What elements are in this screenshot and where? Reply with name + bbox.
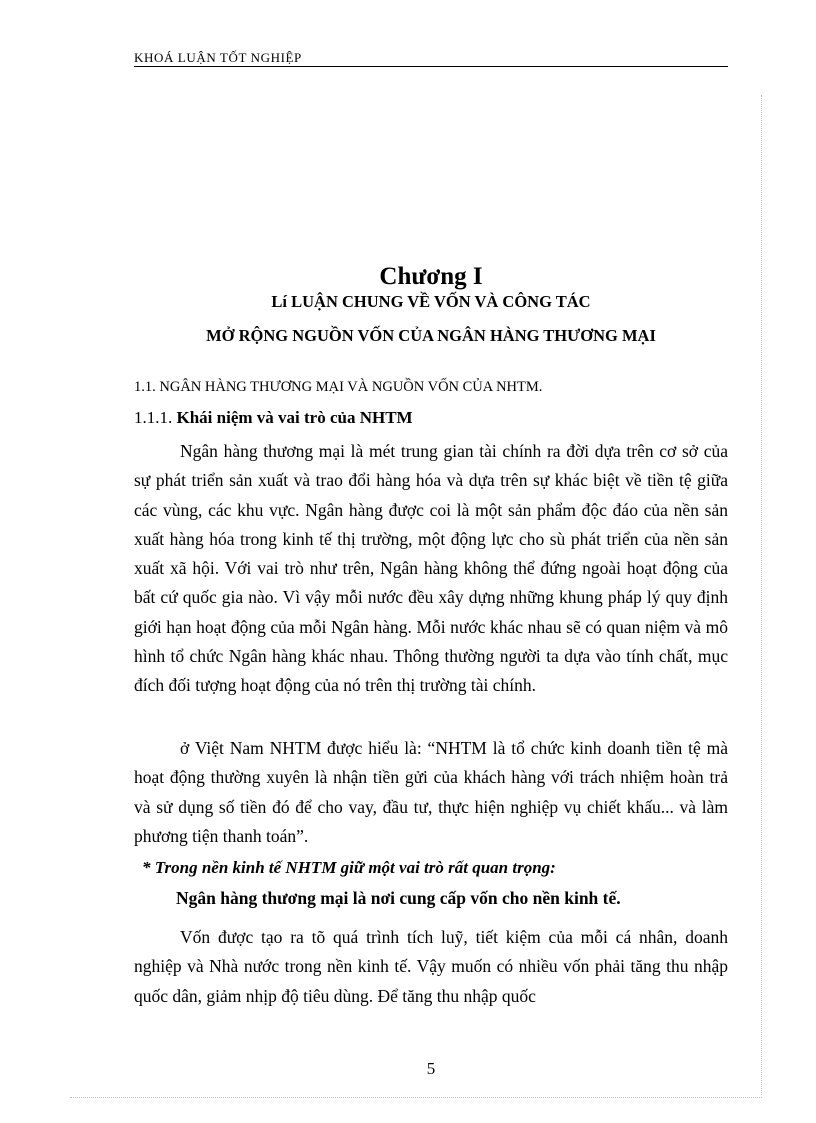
running-header: KHOÁ LUẬN TỐT NGHIỆP [134, 50, 728, 67]
section-heading-1-1-1 [134, 407, 734, 429]
page-number: 5 [426, 1059, 436, 1078]
role-statement: Ngân hàng thương mại là nơi cung cấp vốn cho nền kinh tế. [176, 888, 621, 908]
chapter-subtitle-line-2: MỞ RỘNG NGUỒN VỐN CỦA NGÂN HÀNG THƯƠNG MẠI [206, 326, 656, 345]
chapter-title: Chương I [379, 263, 483, 290]
section-title: Khái niệm và vai trò của NHTM [176, 408, 413, 427]
bullet-role-heading: * Trong nền kinh tế NHTM giữ một vai trò rất quan trọng: [142, 858, 556, 877]
section-heading-1-1: 1.1. NGÂN HÀNG THƯƠNG MẠI VÀ NGUỒN VỐN CỦA NHTM. [134, 379, 543, 395]
paragraph-definition: Ngân hàng thương mại là mét trung gian tài chính ra đời dựa trên cơ sở của sự phát triển sản xuất và trao đổi hàng hóa và dựa trên sự khác biệt về tiền tệ giữa các vùng, các khu vực. Ngân hàng được coi là một sản phẩm độc đáo của nền sản xuất hàng hóa trong kinh tế thị trường, một động lực cho sù phát triển của nền sản xuất xã hội. Với vai trò như trên, Ngân hàng không thể đứng ngoài hoạt động của bất cứ quốc gia nào. Vì vậy mỗi nước đều xây dựng những khung pháp lý quy định giới hạn hoạt động của mỗi Ngân hàng. Mỗi nước khác nhau sẽ có quan niệm và mô hình tổ chức Ngân hàng khác nhau. Thông thường người ta dựa vào tính chất, mục đích đối tượng hoạt động của nó trên thị trường tài chính. [134, 441, 728, 696]
margin-guide-right [761, 95, 762, 1095]
chapter-subtitle-line-1: Lí LUẬN CHUNG VỀ VỐN VÀ CÔNG TÁC [271, 292, 591, 311]
paragraph-capital: Vốn được tạo ra tõ quá trình tích luỹ, tiết kiệm của mỗi cá nhân, doanh nghiệp và Nhà nước trong nền kinh tế. Vậy muốn có nhiều vốn phải tăng thu nhập quốc dân, giảm nhịp độ tiêu dùng. Để tăng thu nhập quốc [134, 927, 728, 1006]
section-number: 1.1.1. [134, 408, 173, 427]
paragraph-vietnam-definition: ở Việt Nam NHTM được hiểu là: “NHTM là tổ chức kinh doanh tiền tệ mà hoạt động thường xuyên là nhận tiền gửi của khách hàng với trách nhiệm hoàn trả và sử dụng số tiền đó để cho vay, đầu tư, thực hiện nghiệp vụ chiết khấu... và làm phương tiện thanh toán”. [134, 738, 728, 846]
margin-guide-bottom [70, 1097, 762, 1098]
